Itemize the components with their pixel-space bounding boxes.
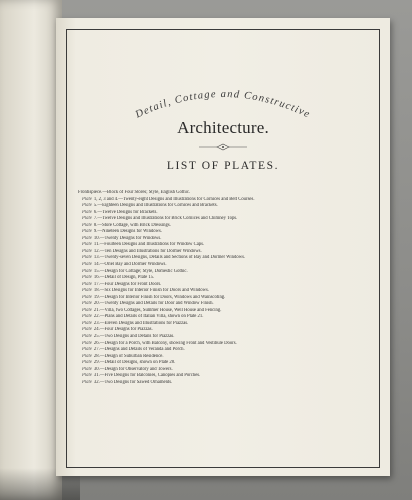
plate-description: 16.—Detail of Design, Plate 15. (93, 275, 155, 281)
plate-description: 17.—Four Designs for Front Doors. (93, 281, 162, 287)
plate-description: 24.—Four Designs for Piazzas. (93, 327, 153, 333)
plate-description: 32.—Two Designs for Sawed Ornaments. (93, 379, 173, 385)
plate-description: 11.—Fourteen Designs and Illustrations for Window Caps. (93, 242, 205, 248)
plate-description: 18.—Six Designs for Interior Finish for Doors and Windows. (93, 288, 209, 294)
plate-description: 9.—Nineteen Designs for Windows. (93, 229, 162, 235)
plate-description: 13.—Twenty-seven Designs, Details and Sections of Bay and Dormer Windows. (93, 255, 246, 261)
plate-description: 23.—Eleven Designs and Illustrations for Piazzas. (93, 320, 189, 326)
plate-label: Plate (82, 255, 92, 261)
plate-label: Plate (82, 294, 92, 300)
plate-description: 5.—Eighteen Designs and Illustrations for Cornices and Brackets. (93, 203, 218, 209)
plate-description: 21.—Villa, two Cottages, Summer House, Well House and Fencing. (93, 307, 222, 313)
plate-label: Plate (82, 275, 92, 281)
plate-description: 29.—Detail of Designs, shown on Plate 28. (93, 360, 176, 366)
plate-label: Plate (82, 327, 92, 333)
plate-description: 1, 2, 3 and 4.—Twenty-eight Designs and Illustrations for Cornices and Belt Courses. (93, 196, 255, 202)
plate-label: Plate (82, 196, 92, 202)
facing-page-edge (0, 0, 62, 500)
plate-description: 19.—Design for Interior Finish for Doors, Windows and Wainscoting. (93, 294, 226, 300)
plate-label: Plate (82, 229, 92, 235)
plate-label: Plate (82, 353, 92, 359)
arc-title-text: Detail, Cottage and Constructive (133, 88, 313, 121)
list-heading: LIST OF PLATES. (166, 160, 280, 172)
plate-description: Frontispiece.—Block of Four Stores; Style, English Gothic. (78, 190, 191, 195)
plate-label: Plate (82, 203, 92, 209)
plate-label: Plate (82, 307, 92, 313)
page-title: Architecture. (177, 118, 269, 137)
plate-label: Plate (82, 373, 92, 379)
plate-description: 27.—Designs and Details of Veranda and Porch. (93, 347, 185, 353)
plate-description: 8.—Store Cottage, with Brick Dressings. (93, 222, 171, 228)
plate-description: 10.—Twenty Designs for Windows. (93, 235, 162, 241)
list-item (78, 380, 378, 387)
plate-label: Plate (82, 379, 92, 385)
plate-label: Plate (82, 216, 92, 222)
plate-description: 31.—Five Designs for Balconies, Canopies and Porches. (93, 373, 201, 379)
plate-label: Plate (82, 242, 92, 248)
plate-description: 12.—Ten Designs and Illustrations for Dormer Windows. (93, 248, 202, 254)
plate-label: Plate (82, 301, 92, 307)
plate-label: Plate (82, 235, 92, 241)
plate-label: Plate (82, 209, 92, 215)
plate-label: Plate (82, 262, 92, 268)
plate-description: 28.—Design of Suburban Residence. (93, 353, 164, 359)
plate-description: 25.—Two Designs and Details for Piazzas. (93, 334, 175, 340)
plate-description: 6.—Twelve Designs for Brackets. (93, 209, 158, 215)
plate-description: 7.—Twelve Designs and Illustrations for Brick Cornices and Chimney Tops. (93, 216, 238, 222)
plate-description: 26.—Design for a Porch, with Balcony, showing Front and Vestibule Doors. (93, 340, 237, 346)
plate-description: 15.—Design for Cottage; Style, Domestic Gothic. (93, 268, 188, 274)
plates-list (78, 190, 378, 386)
plate-description: 30.—Design for Observatory and Towers. (93, 366, 173, 372)
plate-label: Plate (82, 248, 92, 254)
plate-description: 22.—Plans and Details of Italian Villa, shown on Plate 21. (93, 314, 204, 320)
plate-label: Plate (82, 268, 92, 274)
plate-label: Plate (82, 281, 92, 287)
plate-label: Plate (82, 347, 92, 353)
plate-label: Plate (82, 334, 92, 340)
svg-text:Detail, Cottage and Constructi (133, 89, 312, 121)
ornament-divider-icon (199, 143, 247, 151)
plate-label: Plate (82, 314, 92, 320)
plate-description: 14.—Oriel Bay and Dormer Windows. (93, 262, 167, 268)
book-page (56, 18, 390, 476)
plate-label: Plate (82, 366, 92, 372)
plate-label: Plate (82, 320, 92, 326)
plate-label: Plate (82, 340, 92, 346)
plate-description: 20.—Twenty Designs and Details for Door and Window Finish. (93, 301, 214, 307)
plate-label: Plate (82, 360, 92, 366)
plate-label: Plate (82, 222, 92, 228)
plate-label: Plate (82, 288, 92, 294)
